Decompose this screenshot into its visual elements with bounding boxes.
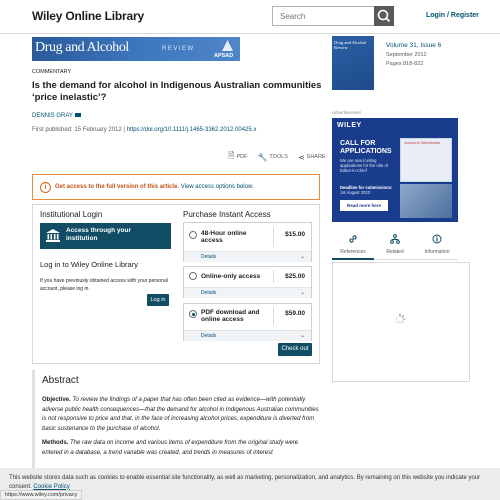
info-icon: i <box>40 182 51 193</box>
cover-title: Drug and Alcohol Review <box>334 40 367 50</box>
option-label: 48-Hour online access <box>201 230 247 244</box>
issue-date: September 2012 <box>386 52 427 58</box>
option-details-toggle[interactable] <box>184 251 311 262</box>
abstract-objective <box>42 396 320 434</box>
tab-information[interactable] <box>416 230 458 255</box>
radio-online[interactable] <box>189 272 197 280</box>
article-tools <box>228 150 326 164</box>
option-price: $59.00 <box>285 310 305 317</box>
purchase-option-online[interactable] <box>183 266 312 298</box>
methods-text: The raw data on income and various items of expenditure from the original study were entered in a database, a trend variable was created, and trends in measures of interest <box>42 440 299 456</box>
loading-spinner-icon <box>394 313 406 325</box>
option-details-toggle[interactable] <box>184 287 311 298</box>
access-notice-bold: Get access to the full version of this article. <box>55 184 180 190</box>
published-date: First published: 15 February 2012 <box>32 127 122 133</box>
pdf-icon: 🗎 <box>228 151 235 160</box>
checkout-button[interactable]: Check out <box>278 343 312 356</box>
option-divider <box>273 307 274 325</box>
details-label: Details <box>201 254 217 260</box>
top-header <box>0 0 500 34</box>
article-title: Is the demand for alcohol in Indigenous Australian communities ‘price inelastic’? <box>32 80 322 103</box>
apsad-logo-icon <box>222 40 233 51</box>
abstract-section <box>32 370 320 470</box>
institution-button-label: Access through your institution <box>66 227 132 242</box>
option-divider <box>273 270 274 283</box>
details-label: Details <box>201 290 217 296</box>
option-price: $15.00 <box>285 231 305 238</box>
sidebar-tabs <box>332 230 458 260</box>
ad-photo <box>400 184 452 218</box>
doi-link[interactable]: https://doi.org/10.1111/j.1465-3362.2012.00425.x <box>126 127 257 133</box>
author-name: DENNIS GRAY <box>32 113 73 119</box>
pdf-button[interactable] <box>228 150 247 164</box>
option-label: PDF download and online access <box>201 309 260 323</box>
ad-deadline-label: Deadline for submissions: <box>340 185 393 190</box>
option-divider <box>273 227 274 247</box>
option-label: Online-only access <box>201 273 261 280</box>
login-button[interactable]: Log in <box>147 294 169 306</box>
share-label: SHARE <box>306 154 326 160</box>
login-description: If you have previously obtained access with your personal account, please log in. <box>40 278 168 292</box>
journal-banner-title: Drug and Alcohol <box>35 40 129 55</box>
tab-related[interactable] <box>374 230 416 255</box>
purchase-option-pdf[interactable] <box>183 303 312 341</box>
search-box <box>272 6 394 26</box>
article-type: COMMENTARY <box>32 69 72 75</box>
volume-issue-link[interactable]: Volume 31, Issue 6 <box>386 42 442 49</box>
access-panel <box>32 204 320 364</box>
chevron-down-icon: ⌄ <box>299 333 305 339</box>
objective-text: To review the findings of a paper that has often been cited as evidence—with potentially adverse public health consequences—that the demand for alcohol in Indigenous Australian communities is not responsive to price and that, in the face of increasing alcohol prices, expenditure is diverted from basic sustenance to the purchase of alcohol. <box>42 397 319 432</box>
journal-cover[interactable] <box>332 36 374 90</box>
share-button[interactable] <box>298 150 326 164</box>
tab-label: Information <box>424 249 450 255</box>
option-details-toggle[interactable] <box>184 330 311 341</box>
methods-label: Methods. <box>42 440 69 446</box>
ad-deadline-date: 1st August 2023 <box>340 190 371 196</box>
tab-label: Related <box>386 249 404 255</box>
search-icon <box>374 6 394 26</box>
info-icon <box>416 234 458 246</box>
radio-48h[interactable] <box>189 231 197 239</box>
ad-body: We are now inviting applications for the role of Editor-in-Chief <box>340 158 388 174</box>
advertisement-label: Advertisement <box>332 110 361 115</box>
pdf-label: PDF <box>236 154 248 160</box>
journal-banner[interactable] <box>32 37 240 61</box>
institution-icon <box>46 229 60 242</box>
wol-login-heading: Log in to Wiley Online Library <box>40 260 138 269</box>
ad-read-more-button[interactable]: Read more here <box>340 200 388 211</box>
advertisement-banner[interactable] <box>332 118 458 222</box>
chevron-down-icon: ⌄ <box>299 290 305 296</box>
site-logo[interactable]: Wiley Online Library <box>32 9 144 23</box>
author-link[interactable] <box>32 113 81 119</box>
ad-brand: WILEY <box>337 122 362 129</box>
link-icon <box>332 234 374 246</box>
wrench-icon: 🔧 <box>257 152 268 162</box>
share-icon: ⋖ <box>297 152 305 162</box>
publication-info <box>32 127 256 133</box>
ad-deadline <box>340 185 392 195</box>
status-bar-url: https://www.wiley.com/privacy <box>0 490 82 500</box>
login-register-link[interactable]: Login / Register <box>426 12 479 19</box>
tools-label: TOOLS <box>269 154 288 160</box>
sidebar-content-panel <box>332 262 470 382</box>
ad-thumbnail-title: Journal of Orthodontics <box>404 141 441 145</box>
network-icon <box>374 234 416 246</box>
separator: | <box>123 127 125 133</box>
access-notice-text <box>55 184 254 190</box>
access-options-link[interactable]: View access options below. <box>180 184 254 190</box>
search-input[interactable] <box>273 7 374 25</box>
ad-journal-thumbnail <box>400 138 452 182</box>
tab-references[interactable] <box>332 230 374 260</box>
option-price: $25.00 <box>285 273 305 280</box>
search-button[interactable] <box>374 6 394 26</box>
email-icon[interactable] <box>75 113 81 117</box>
tools-button[interactable] <box>257 150 288 164</box>
page-range: Pages 818-822 <box>386 61 424 67</box>
journal-banner-org: APSAD <box>214 53 234 59</box>
cookie-message: This website stores data such as cookies to enable essential site functionality, as well as marketing, personalization, and analytics. By remaining on this website you indicate your consent. <box>9 475 481 490</box>
purchase-option-48h[interactable] <box>183 222 312 262</box>
purchase-heading: Purchase Instant Access <box>183 210 271 219</box>
journal-banner-review: REVIEW <box>162 46 195 52</box>
radio-pdf[interactable] <box>189 310 197 318</box>
tab-label: References <box>340 249 366 255</box>
objective-label: Objective. <box>42 397 71 403</box>
abstract-heading: Abstract <box>42 375 79 386</box>
institutional-login-heading: Institutional Login <box>40 210 103 219</box>
cookie-policy-link[interactable]: Cookie Policy <box>33 483 70 490</box>
details-label: Details <box>201 333 217 339</box>
ad-headline: CALL FOR APPLICATIONS <box>340 140 392 155</box>
abstract-methods <box>42 439 320 458</box>
chevron-down-icon: ⌄ <box>299 254 305 260</box>
institution-login-button[interactable] <box>40 223 171 249</box>
access-notice <box>32 174 320 200</box>
cookie-text <box>9 474 495 491</box>
